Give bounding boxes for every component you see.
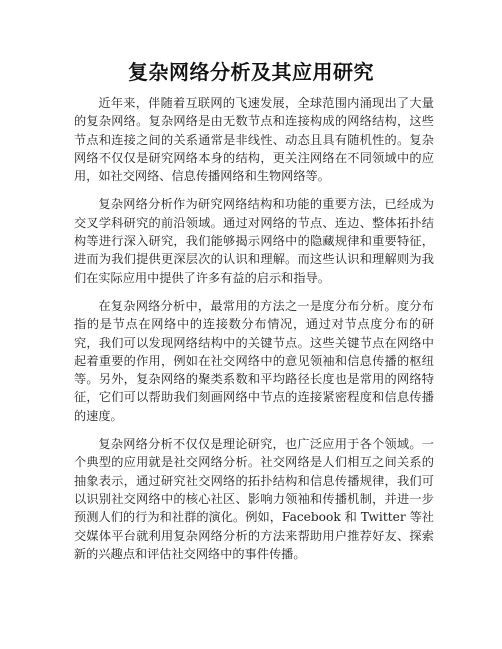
document-body [74, 94, 434, 573]
paragraph: 在复杂网络分析中，最常用的方法之一是度分布分析。度分布指的是节点在网络中的连接数分布情况，通过对节点度分布的研究，我们可以发现网络结构中的关键节点。这些关键节点在网络中起着重要的作用，例如在社交网络中的意见领袖和信息传播的枢纽等。另外，复杂网络的聚类系数和平均路径长度也是常用的网络特征，它们可以帮助我们刻画网络中节点的连接紧密程度和信息传播的速度。 [74, 298, 434, 423]
document-title: 复杂网络分析及其应用研究 [128, 60, 374, 84]
paragraph: 复杂网络分析作为研究网络结构和功能的重要方法，已经成为交叉学科研究的前沿领域。通过对网络的节点、连边、整体拓扑结构等进行深入研究，我们能够揭示网络中的隐藏规律和重要特征，进而为我们提供更深层次的认识和理解。而这些认识和理解则为我们在实际应用中提供了许多有益的启示和指导。 [74, 197, 434, 285]
paragraph: 近年来，伴随着互联网的飞速发展，全球范围内涌现出了大量的复杂网络。复杂网络是由无数节点和连接构成的网络结构，这些节点和连接之间的关系通常是非线性、动态且具有随机性的。复杂网络不仅仅是研究网络本身的结构，更关注网络在不同领域中的应用，如社交网络、信息传播网络和生物网络等。 [74, 96, 434, 184]
paragraph: 复杂网络分析不仅仅是理论研究，也广泛应用于各个领域。一个典型的应用就是社交网络分析。社交网络是人们相互之间关系的抽象表示，通过研究社交网络的拓扑结构和信息传播规律，我们可以识别社交网络中的核心社区、影响力领袖和传播机制，并进一步预测人们的行为和社群的演化。例如，Facebook 和 Twitter 等社交媒体平台就利用复杂网络分析的方法来帮助用户推荐好友、探索新的兴趣点和评估社交网络中的事件传播。 [74, 437, 434, 561]
